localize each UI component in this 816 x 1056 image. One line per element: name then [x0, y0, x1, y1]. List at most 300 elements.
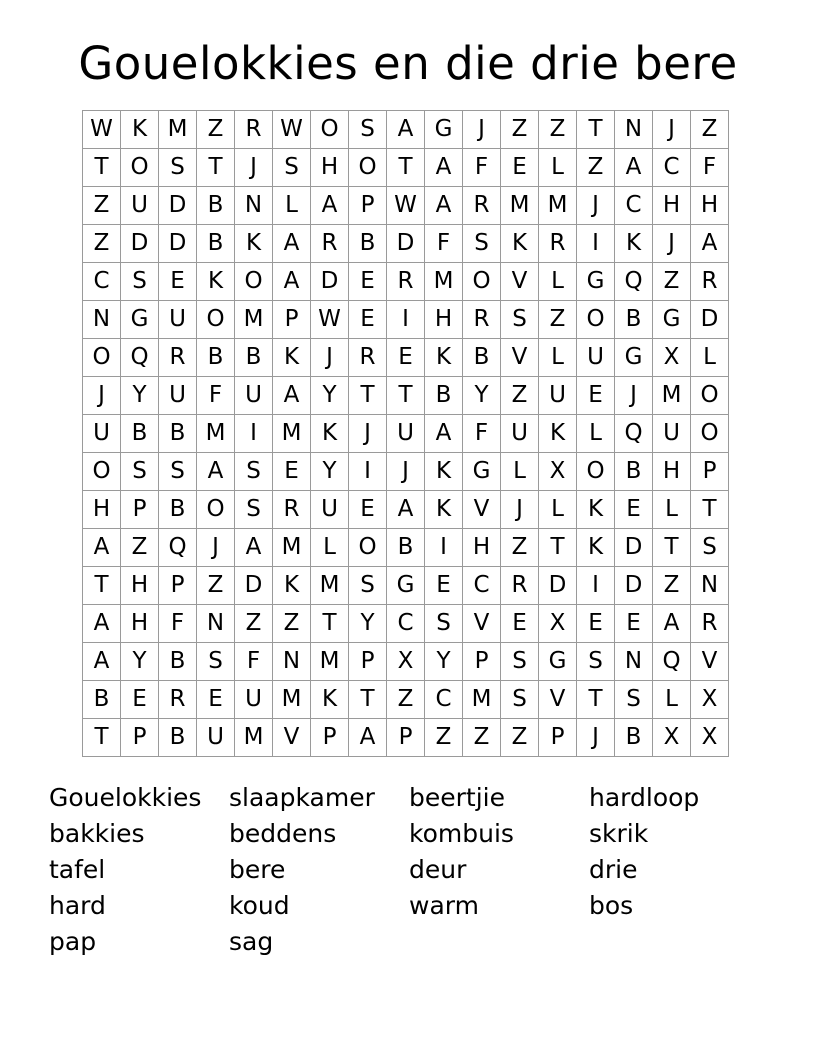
grid-cell: O [197, 301, 235, 339]
grid-row [83, 415, 729, 453]
grid-cell: E [387, 339, 425, 377]
grid-cell: B [615, 453, 653, 491]
grid-cell: S [235, 453, 273, 491]
word-list [49, 780, 769, 960]
grid-cell: U [159, 377, 197, 415]
grid-cell: G [463, 453, 501, 491]
grid-cell: Z [501, 529, 539, 567]
grid-cell: G [653, 301, 691, 339]
grid-cell: Z [273, 605, 311, 643]
grid-cell: J [501, 491, 539, 529]
grid-cell: Y [349, 605, 387, 643]
grid-cell: U [653, 415, 691, 453]
grid-cell: Z [83, 225, 121, 263]
grid-cell: F [691, 149, 729, 187]
grid-cell: S [159, 149, 197, 187]
grid-cell: A [691, 225, 729, 263]
grid-cell: L [691, 339, 729, 377]
grid-cell: A [311, 187, 349, 225]
grid-cell: P [691, 453, 729, 491]
grid-cell: B [197, 225, 235, 263]
grid-cell: C [425, 681, 463, 719]
word-list-item: sag [229, 927, 274, 956]
grid-cell: K [311, 681, 349, 719]
grid-cell: E [159, 263, 197, 301]
grid-cell: S [615, 681, 653, 719]
grid-row [83, 453, 729, 491]
grid-cell: T [387, 377, 425, 415]
grid-cell: E [615, 491, 653, 529]
grid-cell: T [197, 149, 235, 187]
grid-cell: R [691, 605, 729, 643]
word-list-item: tafel [49, 855, 106, 884]
grid-cell: A [83, 643, 121, 681]
grid-cell: U [311, 491, 349, 529]
grid-cell: P [349, 643, 387, 681]
grid-cell: S [349, 567, 387, 605]
grid-cell: Z [653, 567, 691, 605]
word-list-empty-slot [589, 924, 769, 960]
grid-cell: S [463, 225, 501, 263]
grid-cell: Z [577, 149, 615, 187]
grid-cell: L [577, 415, 615, 453]
word-list-item: hardloop [589, 783, 700, 812]
grid-cell: G [615, 339, 653, 377]
grid-cell: J [387, 453, 425, 491]
grid-cell: U [197, 719, 235, 757]
grid-cell: Z [425, 719, 463, 757]
grid-cell: U [577, 339, 615, 377]
grid-cell: Z [121, 529, 159, 567]
grid-cell: T [653, 529, 691, 567]
grid-cell: J [83, 377, 121, 415]
grid-cell: J [615, 377, 653, 415]
grid-cell: F [463, 149, 501, 187]
grid-cell: H [653, 187, 691, 225]
grid-cell: H [463, 529, 501, 567]
grid-cell: S [577, 643, 615, 681]
grid-cell: Z [197, 111, 235, 149]
grid-cell: M [273, 415, 311, 453]
grid-cell: G [577, 263, 615, 301]
grid-cell: X [539, 453, 577, 491]
grid-cell: M [197, 415, 235, 453]
grid-cell: R [159, 681, 197, 719]
grid-cell: A [387, 111, 425, 149]
grid-cell: L [539, 149, 577, 187]
grid-cell: A [273, 377, 311, 415]
grid-cell: M [235, 301, 273, 339]
word-list-item: beertjie [409, 783, 505, 812]
grid-cell: V [539, 681, 577, 719]
grid-cell: S [691, 529, 729, 567]
grid-cell: R [311, 225, 349, 263]
grid-cell: P [539, 719, 577, 757]
grid-cell: Z [463, 719, 501, 757]
grid-cell: R [691, 263, 729, 301]
grid-cell: B [463, 339, 501, 377]
grid-cell: E [425, 567, 463, 605]
grid-cell: Y [121, 643, 159, 681]
grid-cell: E [577, 377, 615, 415]
grid-cell: B [159, 719, 197, 757]
grid-row [83, 263, 729, 301]
grid-cell: O [197, 491, 235, 529]
grid-cell: V [273, 719, 311, 757]
grid-cell: G [121, 301, 159, 339]
grid-cell: Z [501, 719, 539, 757]
grid-cell: I [577, 567, 615, 605]
word-list-item: deur [409, 855, 467, 884]
grid-cell: H [83, 491, 121, 529]
grid-cell: S [235, 491, 273, 529]
grid-cell: S [159, 453, 197, 491]
word-list-item: pap [49, 927, 97, 956]
grid-cell: H [121, 567, 159, 605]
grid-cell: A [425, 149, 463, 187]
grid-cell: B [83, 681, 121, 719]
grid-row [83, 111, 729, 149]
grid-cell: J [577, 187, 615, 225]
grid-row [83, 529, 729, 567]
grid-cell: K [197, 263, 235, 301]
word-search-grid [82, 110, 729, 757]
grid-cell: Z [197, 567, 235, 605]
grid-cell: D [387, 225, 425, 263]
word-list-item: warm [409, 891, 479, 920]
grid-cell: M [311, 567, 349, 605]
grid-cell: K [235, 225, 273, 263]
grid-cell: W [273, 111, 311, 149]
grid-cell: N [273, 643, 311, 681]
grid-cell: V [501, 339, 539, 377]
grid-cell: K [273, 339, 311, 377]
grid-cell: K [311, 415, 349, 453]
grid-cell: Y [311, 453, 349, 491]
grid-cell: Q [653, 643, 691, 681]
grid-cell: D [159, 225, 197, 263]
grid-cell: D [159, 187, 197, 225]
grid-cell: B [197, 339, 235, 377]
grid-cell: V [463, 605, 501, 643]
grid-cell: S [121, 453, 159, 491]
grid-cell: G [387, 567, 425, 605]
grid-cell: B [349, 225, 387, 263]
grid-cell: Y [463, 377, 501, 415]
grid-cell: R [159, 339, 197, 377]
grid-cell: B [387, 529, 425, 567]
grid-cell: U [121, 187, 159, 225]
grid-row [83, 301, 729, 339]
grid-cell: D [539, 567, 577, 605]
grid-cell: O [121, 149, 159, 187]
grid-cell: G [425, 111, 463, 149]
grid-cell: P [463, 643, 501, 681]
grid-cell: L [653, 681, 691, 719]
grid-cell: M [539, 187, 577, 225]
grid-row [83, 225, 729, 263]
grid-cell: J [463, 111, 501, 149]
grid-cell: O [577, 301, 615, 339]
grid-cell: I [387, 301, 425, 339]
grid-row [83, 491, 729, 529]
grid-cell: P [121, 719, 159, 757]
grid-cell: P [159, 567, 197, 605]
grid-cell: Z [539, 111, 577, 149]
grid-cell: A [235, 529, 273, 567]
grid-cell: D [235, 567, 273, 605]
grid-cell: A [349, 719, 387, 757]
grid-cell: B [197, 187, 235, 225]
grid-cell: A [387, 491, 425, 529]
grid-cell: J [349, 415, 387, 453]
word-list-item: bakkies [49, 819, 145, 848]
grid-row [83, 187, 729, 225]
grid-row [83, 567, 729, 605]
grid-cell: S [273, 149, 311, 187]
grid-cell: E [349, 301, 387, 339]
grid-cell: E [501, 605, 539, 643]
grid-cell: Q [615, 415, 653, 453]
grid-cell: S [197, 643, 235, 681]
grid-cell: M [653, 377, 691, 415]
grid-cell: Z [83, 187, 121, 225]
grid-cell: C [463, 567, 501, 605]
grid-cell: T [83, 567, 121, 605]
word-list-item: hard [49, 891, 106, 920]
grid-cell: Q [615, 263, 653, 301]
grid-cell: B [235, 339, 273, 377]
grid-cell: E [501, 149, 539, 187]
word-list-item: skrik [589, 819, 649, 848]
grid-cell: B [159, 643, 197, 681]
grid-cell: F [159, 605, 197, 643]
grid-cell: E [121, 681, 159, 719]
grid-cell: I [425, 529, 463, 567]
grid-cell: M [273, 681, 311, 719]
grid-cell: O [235, 263, 273, 301]
grid-cell: Z [653, 263, 691, 301]
grid-cell: A [273, 263, 311, 301]
grid-cell: O [577, 453, 615, 491]
grid-cell: H [311, 149, 349, 187]
grid-cell: B [615, 719, 653, 757]
grid-cell: X [691, 719, 729, 757]
grid-cell: N [615, 643, 653, 681]
grid-cell: W [387, 187, 425, 225]
grid-cell: N [197, 605, 235, 643]
grid-cell: J [197, 529, 235, 567]
grid-cell: K [121, 111, 159, 149]
grid-cell: N [83, 301, 121, 339]
grid-cell: K [425, 339, 463, 377]
grid-cell: X [653, 339, 691, 377]
grid-cell: A [273, 225, 311, 263]
grid-cell: B [159, 491, 197, 529]
grid-cell: A [83, 605, 121, 643]
grid-cell: P [121, 491, 159, 529]
grid-cell: A [615, 149, 653, 187]
grid-cell: O [691, 377, 729, 415]
grid-cell: Z [539, 301, 577, 339]
grid-cell: W [83, 111, 121, 149]
grid-cell: I [235, 415, 273, 453]
grid-cell: L [539, 263, 577, 301]
grid-cell: R [273, 491, 311, 529]
grid-cell: M [425, 263, 463, 301]
grid-cell: H [653, 453, 691, 491]
grid-cell: H [121, 605, 159, 643]
grid-cell: Z [501, 111, 539, 149]
grid-cell: A [653, 605, 691, 643]
grid-cell: V [463, 491, 501, 529]
word-list-item: Gouelokkies [49, 783, 202, 812]
grid-cell: J [311, 339, 349, 377]
grid-cell: S [121, 263, 159, 301]
grid-cell: M [235, 719, 273, 757]
grid-row [83, 681, 729, 719]
grid-cell: I [349, 453, 387, 491]
grid-cell: K [425, 453, 463, 491]
grid-cell: L [653, 491, 691, 529]
grid-cell: B [425, 377, 463, 415]
grid-cell: Y [425, 643, 463, 681]
grid-cell: K [577, 491, 615, 529]
grid-cell: Y [121, 377, 159, 415]
grid-cell: A [197, 453, 235, 491]
grid-cell: X [539, 605, 577, 643]
grid-cell: L [501, 453, 539, 491]
grid-cell: L [273, 187, 311, 225]
grid-cell: D [121, 225, 159, 263]
grid-cell: V [501, 263, 539, 301]
grid-cell: E [615, 605, 653, 643]
grid-cell: T [83, 149, 121, 187]
grid-cell: X [387, 643, 425, 681]
grid-cell: F [463, 415, 501, 453]
word-list-item: bere [229, 855, 286, 884]
grid-cell: P [273, 301, 311, 339]
grid-cell: V [691, 643, 729, 681]
grid-cell: L [539, 491, 577, 529]
grid-cell: J [235, 149, 273, 187]
grid-cell: R [539, 225, 577, 263]
word-list-empty-slot [409, 924, 589, 960]
grid-cell: T [387, 149, 425, 187]
grid-cell: Z [501, 377, 539, 415]
grid-cell: I [577, 225, 615, 263]
grid-cell: K [577, 529, 615, 567]
grid-cell: L [539, 339, 577, 377]
grid-cell: X [653, 719, 691, 757]
word-list-item: slaapkamer [229, 783, 375, 812]
grid-row [83, 377, 729, 415]
grid-cell: J [577, 719, 615, 757]
grid-cell: A [83, 529, 121, 567]
grid-cell: C [83, 263, 121, 301]
grid-cell: O [83, 339, 121, 377]
grid-cell: N [691, 567, 729, 605]
grid-cell: D [615, 567, 653, 605]
grid-row [83, 149, 729, 187]
grid-cell: O [311, 111, 349, 149]
grid-cell: M [273, 529, 311, 567]
grid-cell: S [425, 605, 463, 643]
grid-cell: K [425, 491, 463, 529]
grid-cell: O [691, 415, 729, 453]
grid-cell: E [197, 681, 235, 719]
grid-cell: T [539, 529, 577, 567]
grid-cell: F [197, 377, 235, 415]
grid-cell: P [387, 719, 425, 757]
grid-cell: D [691, 301, 729, 339]
grid-cell: B [159, 415, 197, 453]
word-list-item: drie [589, 855, 638, 884]
grid-row [83, 605, 729, 643]
word-list-item: bos [589, 891, 634, 920]
grid-cell: H [691, 187, 729, 225]
grid-cell: U [83, 415, 121, 453]
grid-cell: S [349, 111, 387, 149]
grid-row [83, 339, 729, 377]
grid-cell: F [425, 225, 463, 263]
grid-cell: O [349, 529, 387, 567]
grid-cell: R [501, 567, 539, 605]
grid-cell: N [235, 187, 273, 225]
grid-cell: R [349, 339, 387, 377]
grid-cell: E [273, 453, 311, 491]
grid-cell: X [691, 681, 729, 719]
grid-cell: K [615, 225, 653, 263]
grid-cell: B [121, 415, 159, 453]
grid-cell: D [311, 263, 349, 301]
grid-cell: C [387, 605, 425, 643]
grid-cell: O [463, 263, 501, 301]
grid-cell: D [615, 529, 653, 567]
grid-cell: Z [387, 681, 425, 719]
grid-cell: R [235, 111, 273, 149]
grid-cell: P [311, 719, 349, 757]
grid-cell: U [539, 377, 577, 415]
grid-cell: A [425, 415, 463, 453]
grid-cell: M [501, 187, 539, 225]
grid-cell: O [83, 453, 121, 491]
grid-cell: H [425, 301, 463, 339]
grid-cell: S [501, 681, 539, 719]
grid-cell: Z [235, 605, 273, 643]
grid-cell: M [159, 111, 197, 149]
word-list-item: koud [229, 891, 290, 920]
grid-cell: T [83, 719, 121, 757]
grid-cell: R [463, 301, 501, 339]
grid-cell: U [501, 415, 539, 453]
grid-cell: S [501, 301, 539, 339]
grid-cell: M [463, 681, 501, 719]
grid-cell: C [653, 149, 691, 187]
grid-cell: J [653, 111, 691, 149]
grid-cell: U [235, 681, 273, 719]
grid-cell: E [349, 491, 387, 529]
grid-cell: K [273, 567, 311, 605]
grid-row [83, 643, 729, 681]
grid-cell: M [311, 643, 349, 681]
grid-cell: C [615, 187, 653, 225]
grid-cell: U [159, 301, 197, 339]
grid-cell: T [691, 491, 729, 529]
grid-cell: T [577, 111, 615, 149]
grid-cell: B [615, 301, 653, 339]
grid-cell: J [653, 225, 691, 263]
